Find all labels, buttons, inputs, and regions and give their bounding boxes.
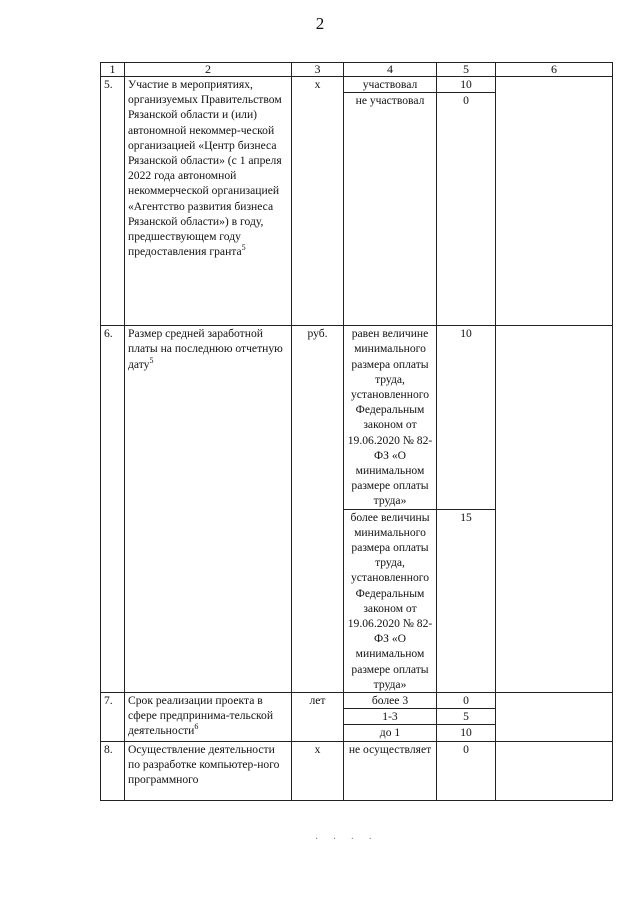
- header-cell: 3: [292, 63, 344, 77]
- header-cell: 4: [344, 63, 437, 77]
- table-row: [101, 326, 613, 509]
- row-number: 8.: [101, 741, 125, 800]
- option-cell: участвовал: [344, 77, 437, 93]
- criterion-cell: [125, 77, 292, 326]
- option-cell: не осуществляет: [344, 741, 437, 800]
- footnote-ref: 5: [241, 243, 246, 253]
- option-cell: не участвовал: [344, 93, 437, 326]
- notes-cell: [496, 741, 613, 800]
- page-number: 2: [315, 14, 325, 33]
- criterion-text: Участие в мероприятиях, организуемых Правительством Рязанской области и (или) автономной некоммер-ческой организацией «Центр бизнеса Рязанской области» (с 1 апреля 2022 года автономной некоммерческой организацией «Агентство развития бизнеса Рязанской области») в году, предшествующем году предоставления гранта: [128, 78, 282, 259]
- score-cell: 10: [437, 77, 496, 93]
- row-number: 6.: [101, 326, 125, 693]
- unit-cell: руб.: [292, 326, 344, 693]
- notes-cell: [496, 77, 613, 326]
- option-cell: более величины минимального размера оплаты труда, установленного Федеральным законом от 19.06.2020 № 82-ФЗ «О минимальном размере оплаты труда»: [344, 509, 437, 692]
- table-row: [101, 741, 613, 800]
- row-number: 7.: [101, 693, 125, 742]
- option-cell: более 3: [344, 693, 437, 709]
- option-cell: до 1: [344, 725, 437, 741]
- header-cell: 1: [101, 63, 125, 77]
- score-cell: 15: [437, 509, 496, 692]
- table-header-row: [101, 63, 613, 77]
- row-number: 5.: [101, 77, 125, 326]
- notes-cell: [496, 326, 613, 693]
- notes-cell: [496, 693, 613, 742]
- unit-cell: х: [292, 741, 344, 800]
- header-cell: 5: [437, 63, 496, 77]
- footnote-ref: 5: [149, 355, 154, 365]
- criterion-text: Осуществление деятельности по разработке компьютер-ного программного: [128, 742, 280, 787]
- option-cell: равен величине минимального размера оплаты труда, установленного Федеральным законом от 19.06.2020 № 82-ФЗ «О минимальном размере оплаты труда»: [344, 326, 437, 509]
- score-cell: 5: [437, 709, 496, 725]
- table-row: [101, 693, 613, 709]
- score-cell: 0: [437, 741, 496, 800]
- criterion-cell: [125, 693, 292, 742]
- criterion-cell: [125, 741, 292, 800]
- score-cell: 0: [437, 93, 496, 326]
- criterion-text: Размер средней заработной платы на последнюю отчетную дату: [128, 327, 283, 371]
- footnote-ref: 6: [194, 722, 199, 732]
- criteria-table: [100, 62, 613, 801]
- unit-cell: х: [292, 77, 344, 326]
- criterion-text: Срок реализации проекта в сфере предпринима-тельской деятельности: [128, 694, 274, 738]
- scan-artifact: · · · ·: [315, 834, 378, 845]
- option-cell: 1-3: [344, 709, 437, 725]
- header-cell: 2: [125, 63, 292, 77]
- score-cell: 0: [437, 693, 496, 709]
- table-row: [101, 77, 613, 93]
- unit-cell: лет: [292, 693, 344, 742]
- header-cell: 6: [496, 63, 613, 77]
- score-cell: 10: [437, 326, 496, 509]
- criterion-cell: [125, 326, 292, 693]
- score-cell: 10: [437, 725, 496, 741]
